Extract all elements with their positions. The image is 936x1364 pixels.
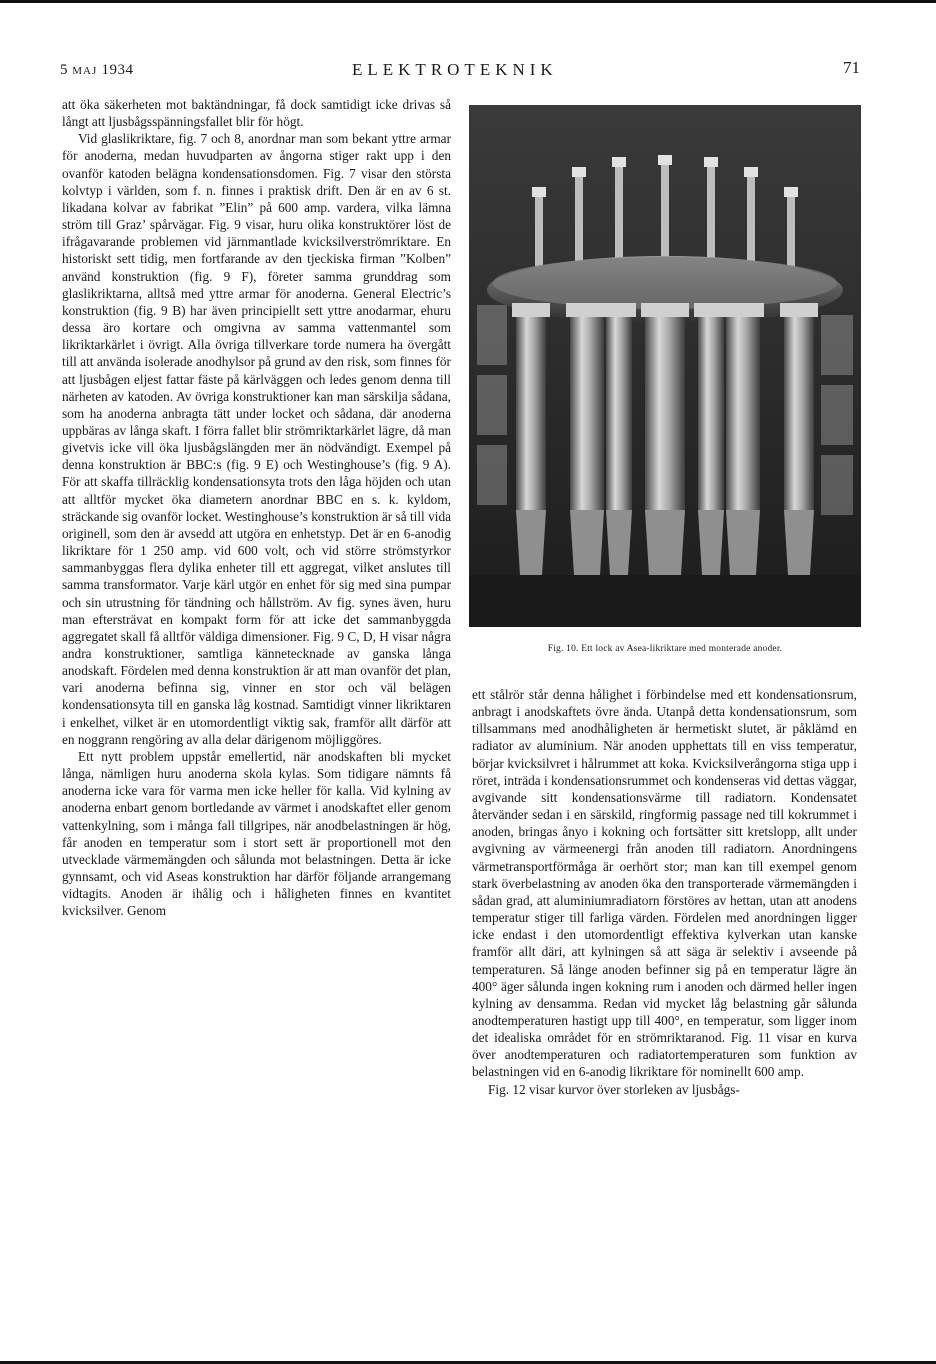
page-header — [60, 58, 860, 82]
paragraph: Ett nytt problem uppstår emellertid, när anodskaften bli mycket långa, nämligen huru anoderna skola kylas. Som tidigare nämnts få anoderna icke vara för varma men icke heller för kalla. Vid kylning av anoderna enbart genom bortledande av värmet i anodskaftet eller genom vattenkylning, som i många fall tillgripes, när anodbelastningen är hög, får anoden en temperatur som i stort sett är proportionell mot den utvecklade värmemängden och sålunda mot belastningen. Detta är icke gynnsamt, och vid Aseas konstruktion har därför följande arrangemang vidtagits. Anoden är ihålig och i håligheten finnes en kvantitet kvicksilver. Genom — [62, 748, 451, 919]
issue-date — [60, 62, 134, 79]
rectifier-photo-illustration — [469, 105, 861, 627]
journal-title: ELEKTROTEKNIK — [352, 60, 558, 79]
paragraph: Fig. 12 visar kurvor över storleken av ljusbågs- — [488, 1081, 740, 1097]
rod-cap — [784, 187, 798, 197]
anode-column — [512, 303, 550, 575]
paragraph: att öka säkerheten mot baktändningar, få dock samtidigt icke drivas så långt att ljusbågsspänningsfallet blir för högt. — [62, 97, 451, 130]
anode-column — [722, 303, 764, 575]
rod-cap — [658, 155, 672, 165]
issue-year: 1934 — [101, 62, 134, 78]
rod-cap — [612, 157, 626, 167]
figure-caption: Fig. 10. Ett lock av Asea-likriktare med monterade anoder. — [547, 644, 783, 654]
right-text-column — [472, 686, 857, 1098]
paragraph: ett stålrör står denna hålighet i förbindelse med ett kondensationsrum, anbragt i anodskaftets övre ända. Utanpå detta kondensationsrum, som tillsammans med anodhåligheten är hermetiskt slutet, är påklämd en radiator av aluminium. När anoden upphettats till en viss temperatur, börjar kvicksilvret i hålrummet att koka. Kvicksilverångorna stiga upp i röret, inträda i kondensationsrummet och kondenseras vid dettas väggar, avgivande sitt kondensationsvärme till radiatorn. Kondensatet återvänder sedan i en särskild, ringformig passage ned till kokrummet i anoden, bringas ånyo i kokning och fortsätter sitt kretslopp, allt under avgivning av värmeenergi från anoden till radiatorn. Anordningens värmetransportförmåga är oerhört stor; man kan till exempel genom stark överbelastning av anoden öka den transporterade värmemängden i sådan grad, att aluminiumradiatorn förstöres av hettan, utan att anodens temperatur stiger till farliga värden. Fördelen med anordningen ligger icke endast i den utomordentligt effektiva kylverkan utan kanske framför allt däri, att kylningen så att säga är selektiv i avseende på temperaturen. Så länge anoden befinner sig på en temperatur lägre än 400° äger sålunda ingen kokning rum i anoden och därmed heller ingen kylning av densamma. Redan vid mycket låg belastning går sålunda anodtemperaturen hastigt upp till 400°, en temperatur, som ligger inom det idealiska området för en strömriktaranod. Fig. 11 visar en kurva över anodtemperaturen och radiatortemperaturen som funktion av belastningen vid en 6-anodig likriktare för nominellt 600 amp. — [472, 687, 857, 1080]
rod-cap — [572, 167, 586, 177]
issue-month: MAJ — [72, 65, 98, 77]
figure-photo — [469, 105, 861, 627]
issue-day: 5 — [60, 62, 68, 78]
rod-cap — [704, 157, 718, 167]
anode-column — [780, 303, 818, 575]
paragraph: Vid glaslikriktare, fig. 7 och 8, anordnar man som bekant yttre armar för anoderna, medan huvudparten av ångorna stiger rakt upp i den ovanför katoden belägna kondensationsdomen. Fig. 7 visar den största kolvtyp i världen, som f. n. finnes i praktisk drift. Den är en av 6 st. likadana kolvar av fabrikat ”Elin” på 600 amp. vardera, vilka lämna ström till Graz’ spårvägar. Fig. 9 visar, huru olika konstruktörer löst de ifrågavarande problemen vid järnmantlade kvicksilverströmriktare. En historiskt sett tidig, men fortfarande av den tjeckiska firman ”Kolben” använd konstruktion (fig. 9 F), företer samma grunddrag som glaslikriktarna, alltså med yttre armar för anoderna. General Electric’s konstruktion (fig. 9 B) har även principiellt sett yttre anodarmar, ehuru dessa äro kortare och omgivna av samma vattenmantel som likriktarkärlet i övrigt. Alla övriga tillverkare torde numera ha övergått till att använda isolerade anodhylsor på grund av den risk, som finnes för att ljusbågen eljest fattar fäste på kärlväggen och ledes genom denna till närheten av katoden. Av övriga konstruktioner kan man särskilja sådana, som ha anoderna anbragta tätt under locket och sådana, där anoderna uppbäras av långa skaft. I förra fallet blir strömriktarkärlet lägre, då man givetvis icke vill öka ljusbågslängden mer än nödvändigt. Exempel på denna konstruktion är BBC:s (fig. 9 E) och Westinghouse’s (fig. 9 A). För att skaffa tillräcklig kondensationsyta trots den låga höjden och utan att alltför mycket öka diametern anordnar BBC en s. k. kyldom, sträckande sig ovanför locket. Westinghouse’s konstruktion är så till vida originell, som den är avsedd att utgöra en enhetstyp. Det är en 6-anodig likriktare för 1 250 amp. vid 600 volt, och vid större strömstyrkor sammanbyggas flera dylika enheter till ett aggregat, vilket anslutes till samma transformator. Varje kärl utgör en enhet för sig med sina pumpar och sin utrustning för tändning och hållström. Av fig. synes även, huru man eftersträvat en kompakt form för att icke det sammanbyggda aggregatet skall få alltför väldiga dimensioner. Fig. 9 C, D, H visar några andra konstruktioner, samtliga kännetecknade av ganska långa anodskaft. Fördelen med denna konstruktion är att man ovanför det plan, vari anoderna befinna sig, vinner en stor och väl belägen kondensationsyta till en ganska låg kostnad. Samtidigt vinner likriktaren i enkelhet, vilket är en utomordentligt viktig sak, framför allt därför att en noggrann rengöring av alla delar därigenom möjliggöres. — [62, 131, 451, 747]
left-text-column — [62, 96, 451, 920]
anode-column — [641, 303, 689, 575]
rod-cap — [744, 167, 758, 177]
page-number: 71 — [843, 58, 860, 77]
anode-column — [566, 303, 608, 575]
lid-top-surface — [493, 257, 837, 309]
scan-border-top — [0, 0, 936, 3]
rod-cap — [532, 187, 546, 197]
floor-shadow — [469, 575, 861, 627]
